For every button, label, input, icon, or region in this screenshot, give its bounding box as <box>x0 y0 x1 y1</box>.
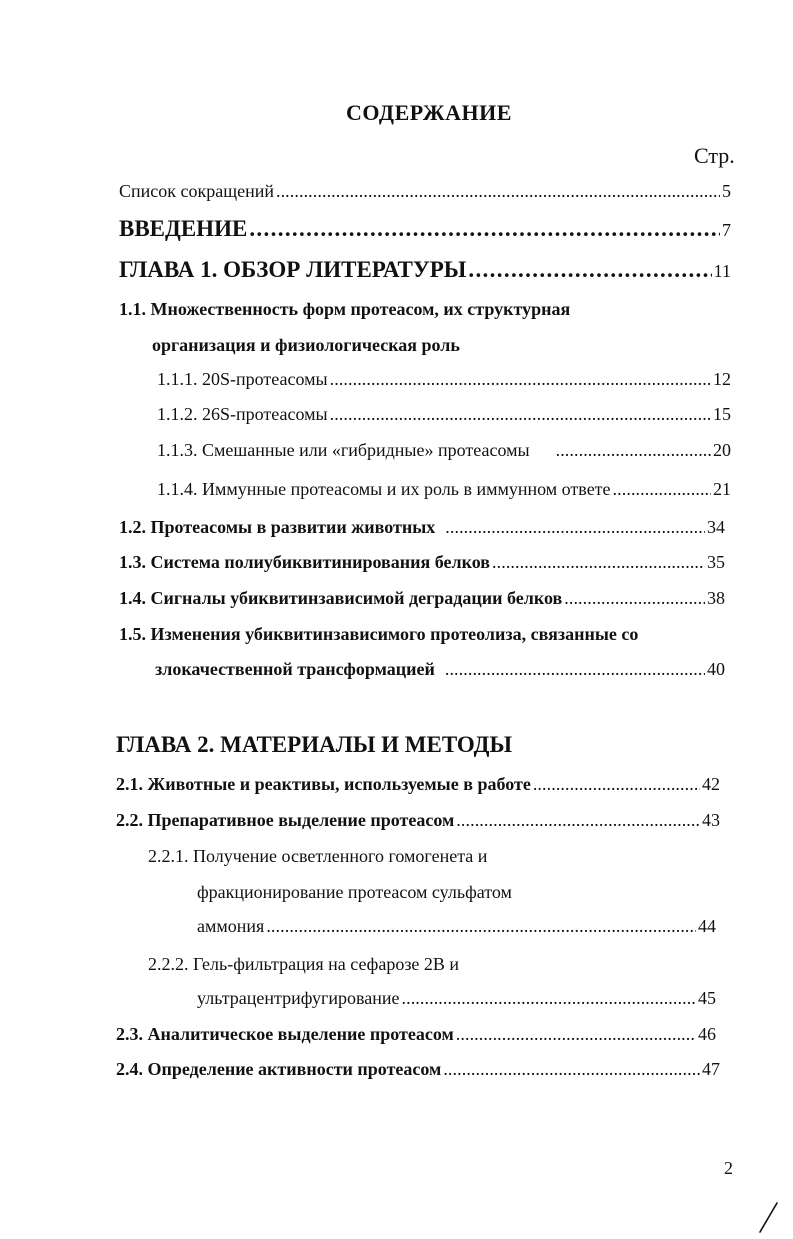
leader-dots <box>249 216 720 242</box>
leader-dots <box>456 1021 696 1047</box>
toc-entry-label: злокачественной трансформацией <box>155 659 435 679</box>
leader-dots <box>533 771 700 797</box>
toc-entry-page: 12 <box>713 369 731 389</box>
leader-dots <box>276 178 720 204</box>
toc-entry-page: 44 <box>698 916 716 936</box>
page-title: СОДЕРЖАНИЕ <box>346 100 512 125</box>
toc-entry-label: 1.4. Сигналы убиквитинзависимой деградации белков <box>119 588 563 608</box>
pen-mark-icon <box>757 1201 779 1235</box>
toc-entry-page: 47 <box>702 1059 720 1079</box>
toc-entry-2-3 <box>116 1021 716 1047</box>
toc-section-1-5-line-1: 1.5. Изменения убиквитинзависимого протеолиза, связанные со <box>119 624 639 644</box>
toc-entry-label: 2.2. Препаративное выделение протеасом <box>116 810 455 830</box>
toc-entry-label: Список сокращений <box>119 181 274 201</box>
leader-dots <box>445 514 705 540</box>
leader-dots <box>402 985 697 1011</box>
toc-entry-label: ВВЕДЕНИЕ <box>119 216 248 241</box>
toc-entry-page: 45 <box>698 988 716 1008</box>
leader-dots <box>330 366 711 392</box>
leader-dots <box>443 1056 700 1082</box>
toc-entry-introduction <box>119 216 731 242</box>
toc-entry-page: 38 <box>707 588 725 608</box>
leader-dots <box>266 913 696 939</box>
toc-entry-label: 1.1.3. Смешанные или «гибридные» протеасомы <box>157 440 530 460</box>
toc-section-1-1-line-1: 1.1. Множественность форм протеасом, их структурная <box>119 299 571 319</box>
toc-entry-1-2 <box>119 514 725 540</box>
toc-entry-2-2-2 <box>197 985 716 1011</box>
toc-section-1-1-line-2: организация и физиологическая роль <box>152 335 460 355</box>
toc-entry-page: 21 <box>713 479 731 499</box>
toc-entry-label: 1.1.1. 20S-протеасомы <box>157 369 328 389</box>
toc-entry-1-3 <box>119 549 725 575</box>
toc-entry-1-1-4 <box>157 476 731 502</box>
toc-entry-page: 40 <box>707 659 725 679</box>
leader-dots <box>613 476 711 502</box>
toc-entry-label: 1.1.2. 26S-протеасомы <box>157 404 328 424</box>
leader-dots <box>468 257 711 283</box>
leader-dots <box>330 401 711 427</box>
toc-entry-2-2-1 <box>197 913 716 939</box>
toc-entry-label: 2.1. Животные и реактивы, используемые в работе <box>116 774 531 794</box>
toc-entry-page: 42 <box>702 774 720 794</box>
toc-entry-label: ультрацентрифугирование <box>197 988 400 1008</box>
toc-entry-page: 11 <box>713 261 731 281</box>
toc-entry-page: 34 <box>707 517 725 537</box>
toc-entry-chapter-1 <box>119 257 731 283</box>
toc-entry-page: 7 <box>722 220 731 240</box>
toc-entry-page: 5 <box>722 181 731 201</box>
toc-entry-page: 46 <box>698 1024 716 1044</box>
toc-section-2-2-2-line-1: 2.2.2. Гель-фильтрация на сефарозе 2В и <box>148 954 460 974</box>
toc-entry-label: аммония <box>197 916 265 936</box>
toc-entry-2-2 <box>116 807 720 833</box>
toc-section-2-2-1-line-2: фракционирование протеасом сульфатом <box>197 882 512 902</box>
toc-entry-label: ГЛАВА 1. ОБЗОР ЛИТЕРАТУРЫ <box>119 257 467 282</box>
leader-dots <box>456 807 700 833</box>
toc-entry-1-4 <box>119 585 725 611</box>
leader-dots <box>445 656 705 682</box>
page-column-label: Стр. <box>694 143 735 168</box>
toc-entry-label: 2.3. Аналитическое выделение протеасом <box>116 1024 454 1044</box>
toc-entry-page: 43 <box>702 810 720 830</box>
leader-dots <box>564 585 705 611</box>
page-number: 2 <box>724 1158 733 1178</box>
toc-entry-page: 35 <box>707 552 725 572</box>
toc-entry-label: 1.1.4. Иммунные протеасомы и их роль в иммунном ответе <box>157 479 611 499</box>
toc-entry-page: 20 <box>713 440 731 460</box>
toc-entry-1-1-2 <box>157 401 731 427</box>
toc-entry-label: 1.2. Протеасомы в развитии животных <box>119 517 436 537</box>
toc-entry-label: 1.3. Система полиубиквитинирования белков <box>119 552 491 572</box>
toc-entry-abbreviations <box>119 178 731 204</box>
toc-entry-1-1-1 <box>157 366 731 392</box>
toc-entry-1-1-3 <box>157 437 731 463</box>
toc-chapter-2: ГЛАВА 2. МАТЕРИАЛЫ И МЕТОДЫ <box>116 732 513 757</box>
toc-entry-label: 2.4. Определение активности протеасом <box>116 1059 442 1079</box>
toc-entry-1-5 <box>155 656 725 682</box>
leader-dots <box>556 437 711 463</box>
leader-dots <box>492 549 705 575</box>
toc-section-2-2-1-line-1: 2.2.1. Получение осветленного гомогенета и <box>148 846 488 866</box>
toc-entry-page: 15 <box>713 404 731 424</box>
toc-entry-2-1 <box>116 771 720 797</box>
toc-entry-2-4 <box>116 1056 720 1082</box>
